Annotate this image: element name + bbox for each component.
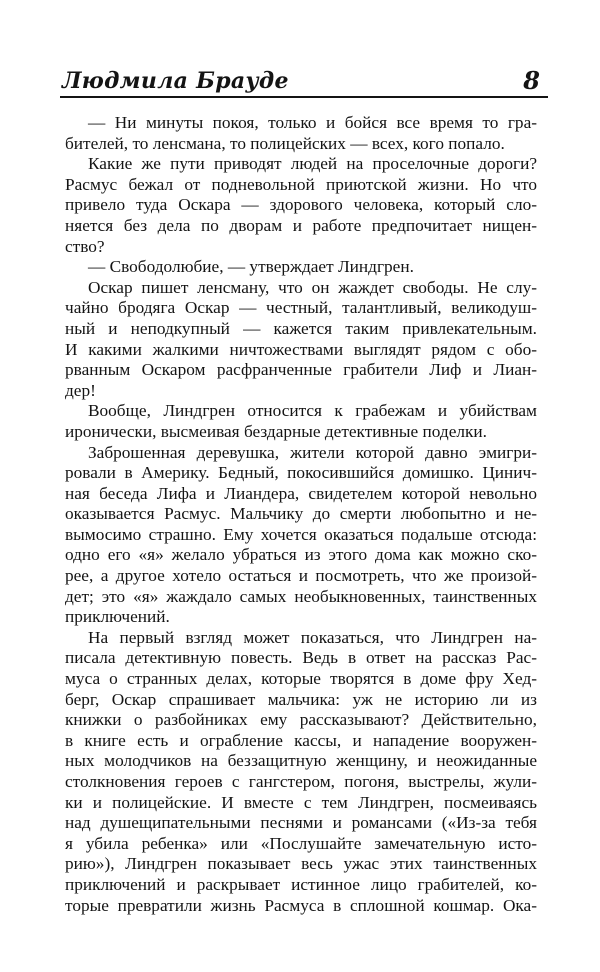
text-line: привело туда Оскара — здорового человека, который сло-	[65, 195, 537, 215]
text-line: бителей, то ленсмана, то полицейских — всех, кого попало.	[65, 133, 505, 153]
text-line: ных молодчиков на беззащитную женщину, и неожиданные	[65, 751, 537, 771]
text-line: ство?	[65, 236, 105, 256]
running-head	[60, 62, 548, 98]
text-line: приключений.	[65, 607, 170, 627]
text-line: рванным Оскаром расфранченные грабители Лиф и Лиан-	[65, 360, 537, 380]
text-line: ный и неподкупный — кажется таким привлекательным.	[65, 318, 537, 338]
body-text	[65, 113, 537, 916]
text-line: дет; это «я» жаждало самых необыкновенных, таинственных	[65, 586, 537, 606]
text-line: На первый взгляд может показаться, что Линдгрен на-	[88, 627, 537, 647]
text-line: приключений и раскрывает истинное лицо грабителей, ко-	[65, 874, 537, 894]
text-line: иронически, высмеивая бездарные детективные поделки.	[65, 421, 487, 441]
text-line: дер!	[65, 380, 96, 400]
text-line: рию»), Линдгрен показывает весь ужас этих таинственных	[65, 854, 537, 874]
text-line: я убила ребенка» или «Послушайте замечательную исто-	[65, 833, 537, 853]
page-number: 8	[523, 66, 540, 95]
text-line: в книге есть и ограбление кассы, и нападение вооружен-	[65, 730, 537, 750]
text-line: муса о странных делах, которые творятся в доме фру Хед-	[65, 669, 537, 689]
text-line: писала детективную повесть. Ведь в ответ на рассказ Рас-	[65, 648, 537, 668]
text-line: рее, а другое хотело остаться и посмотреть, что же произой-	[65, 566, 537, 586]
text-line: — Свободолюбие, — утверждает Линдгрен.	[88, 257, 414, 277]
text-line: вымосимо страшно. Ему хочется оказаться подальше отсюда:	[65, 524, 537, 544]
text-line: над душещипательными песнями и романсами («Из-за тебя	[65, 813, 537, 833]
text-line: ки и полицейские. И вместе с тем Линдгрен, посмеиваясь	[65, 792, 537, 812]
text-line: берг, Оскар спрашивает мальчика: уж не историю ли из	[65, 689, 537, 709]
text-line: — Ни минуты покоя, только и бойся все время то гра-	[88, 113, 537, 132]
running-head-author: Людмила Брауде	[62, 68, 289, 94]
text-line: Какие же пути приводят людей на проселочные дороги?	[88, 154, 537, 174]
text-line: ровали в Америку. Бедный, покосившийся домишко. Цинич-	[65, 463, 537, 483]
text-line: няется без дела по дворам и работе предпочитает нищен-	[65, 215, 537, 235]
text-line: торые превратили жизнь Расмуса в сплошной кошмар. Ока-	[65, 895, 537, 915]
text-line: книжки о разбойниках ему рассказывают? Действительно,	[65, 710, 537, 730]
text-line: Вообще, Линдгрен относится к грабежам и убийствам	[88, 401, 537, 421]
text-line: оказывается Расмус. Мальчику до смерти любопытно и не-	[65, 504, 537, 524]
text-line: ная беседа Лифа и Лиандера, свидетелем которой невольно	[65, 483, 537, 503]
text-line: столкновения героев с гангстером, погоня, выстрелы, жули-	[65, 772, 537, 791]
text-line: одно его «я» желало убраться из этого дома как можно ско-	[65, 545, 537, 565]
text-line: Расмус бежал от подневольной приютской жизни. Но что	[65, 174, 537, 194]
text-line: Заброшенная деревушка, жители которой давно эмигри-	[88, 442, 537, 462]
text-line: Оскар пишет ленсману, что он жаждет свободы. Не слу-	[88, 277, 537, 297]
text-line: чайно бродяга Оскар — честный, талантливый, великодуш-	[65, 298, 537, 318]
header-rule	[60, 96, 548, 98]
text-line: И какими жалкими ничтожествами выглядят рядом с обо-	[65, 339, 537, 359]
